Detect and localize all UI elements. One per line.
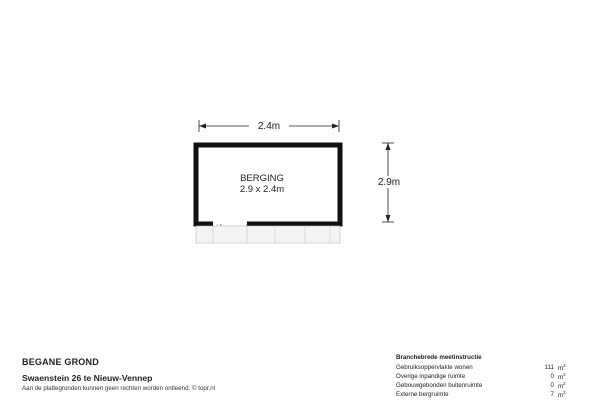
area-label: Overige inpandige ruimte [396,373,466,380]
area-label: Externe bergruimte [396,391,449,398]
width-dimension [199,119,339,132]
area-unit: $m^2$ [558,380,566,391]
area-unit: $m^2$ [558,371,566,382]
address: Swaenstein 26 te Nieuw-Vennep [22,373,153,383]
area-row [396,390,572,399]
area-table [396,354,572,399]
area-unit: $m^2$ [558,389,566,400]
area-value: 0 [550,373,554,380]
area-table-heading: Branchebrede meetinstructie [396,354,482,361]
area-value: 111 [544,364,554,371]
area-unit: $m^2$ [558,362,566,373]
plan-footer [22,357,215,392]
area-row [396,363,572,372]
paving-strip [196,226,340,243]
floor-title: BEGANE GROND [22,357,99,367]
area-label: Gebruiksoppervlakte wonen [396,364,473,371]
area-value: 0 [550,382,554,389]
room-name: BERGING [240,173,284,184]
room-size: 2.9 x 2.4m [239,184,285,195]
width-dimension-label: 2.4m [257,121,281,132]
area-row [396,372,572,381]
height-dimension-label: 2.9m [377,177,401,188]
height-dimension [372,143,406,222]
area-label: Gebouwgebonden buitenruimte [396,382,483,389]
area-row [396,381,572,390]
disclaimer: Aan de plattegronden kunnen geen rechten worden ontleend. © topr.nl [22,385,216,392]
area-value: 7 [550,391,554,398]
